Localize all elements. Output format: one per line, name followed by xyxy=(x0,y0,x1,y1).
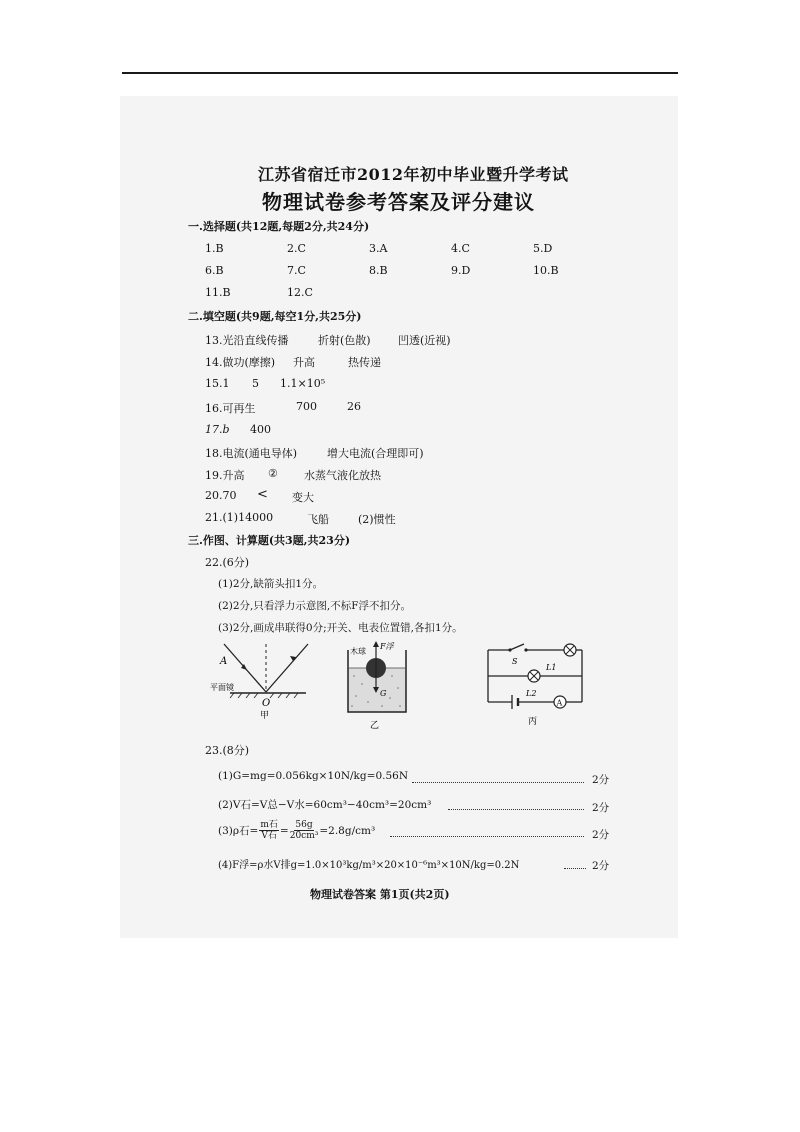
section3-heading: 三.作图、计算题(共3题,共23分) xyxy=(188,534,351,547)
q23-score-3: 2分 xyxy=(592,829,610,841)
fill-item: 凹透(近视) xyxy=(398,334,451,347)
answer: 1.B xyxy=(205,242,224,255)
title-line-1: 江苏省宿迁市2012年初中毕业暨升学考试 xyxy=(258,165,569,184)
fill-item: 15.1 xyxy=(205,377,230,390)
q22-note-3: (3)2分,画成串联得0分;开关、电表位置错,各扣1分。 xyxy=(218,622,463,634)
q23-line-4: (4)F浮=ρ水V排g=1.0×10³kg/m³×20×10⁻⁶m³×10N/kg=0.2N xyxy=(218,860,520,871)
q23-line-1: (1)G=mg=0.056kg×10N/kg=0.56N xyxy=(218,770,409,782)
answer: 8.B xyxy=(369,264,388,277)
lamp-l2 xyxy=(528,670,540,682)
leader-dots xyxy=(564,868,586,869)
fill-item: 增大电流(合理即可) xyxy=(327,447,424,460)
fill-item: 17.b xyxy=(205,423,230,436)
section2-heading: 二.填空题(共9题,每空1分,共25分) xyxy=(188,310,362,323)
fill-item: 折射(色散) xyxy=(318,334,371,347)
caption-yi: 乙 xyxy=(370,721,380,731)
fill-item: 变大 xyxy=(292,491,314,504)
q23-line-3: (3)ρ石= $\frac{\text{m石}}{\text{V石}}$ = $\frac{56g}{\text{20cm³}}$ =2.8g/cm³ xyxy=(218,820,376,841)
label-wood: 木球 xyxy=(350,647,366,656)
ammeter xyxy=(554,696,566,708)
caption-jia: 甲 xyxy=(260,711,270,721)
fill-item: (2)惯性 xyxy=(358,513,396,526)
label-L1: L1 xyxy=(546,663,557,672)
fill-item: 26 xyxy=(347,400,361,413)
answer: 9.D xyxy=(451,264,471,277)
figure-reflection xyxy=(210,640,320,722)
reflected-ray xyxy=(266,644,308,692)
label-A: A xyxy=(220,656,228,667)
answer: 6.B xyxy=(205,264,224,277)
answer: 12.C xyxy=(287,286,313,299)
leader-dots xyxy=(412,782,584,783)
answer: 10.B xyxy=(533,264,559,277)
fill-item: 400 xyxy=(250,423,271,436)
q22-label: 22.(6分) xyxy=(205,556,250,569)
q23-score-1: 2分 xyxy=(592,774,610,786)
fill-item: 19.升高 xyxy=(205,469,245,482)
fill-item: < xyxy=(257,487,268,502)
fill-item: 热传递 xyxy=(348,356,381,369)
fill-item: 13.光沿直线传播 xyxy=(205,334,289,347)
q23-label: 23.(8分) xyxy=(205,744,250,757)
figure-circuit xyxy=(482,636,592,732)
title-line-2: 物理试卷参考答案及评分建议 xyxy=(262,190,535,214)
label-S: S xyxy=(512,657,518,666)
fill-item: 18.电流(通电导体) xyxy=(205,447,298,460)
fill-item: 5 xyxy=(252,377,259,390)
label-F: F浮 xyxy=(380,642,394,651)
label-L2: L2 xyxy=(526,689,537,698)
answer: 11.B xyxy=(205,286,231,299)
fill-item: 16.可再生 xyxy=(205,402,256,415)
answer: 2.C xyxy=(287,242,306,255)
fill-item: 21.(1)14000 xyxy=(205,511,274,524)
buoyancy-arrowhead xyxy=(373,641,379,647)
leader-dots xyxy=(390,836,584,837)
fill-item: 700 xyxy=(296,400,317,413)
fill-item: 20.70 xyxy=(205,489,237,502)
battery xyxy=(512,695,518,709)
svg-text:A: A xyxy=(556,698,563,708)
fill-item: 水蒸气液化放热 xyxy=(304,469,381,482)
top-rule xyxy=(122,72,678,74)
caption-bing: 丙 xyxy=(528,717,538,727)
answer: 5.D xyxy=(533,242,553,255)
q22-note-2: (2)2分,只看浮力示意图,不标F浮不扣分。 xyxy=(218,600,412,612)
answer: 4.C xyxy=(451,242,470,255)
label-O: O xyxy=(262,698,271,709)
answer: 3.A xyxy=(369,242,388,255)
leader-dots xyxy=(448,809,584,810)
section1-heading: 一.选择题(共12题,每题2分,共24分) xyxy=(188,220,370,233)
q23-score-2: 2分 xyxy=(592,802,610,814)
switch-s xyxy=(510,644,524,650)
figure-buoyancy xyxy=(338,640,418,732)
fill-item: ② xyxy=(268,467,278,480)
fill-item: 14.做功(摩擦) xyxy=(205,356,276,369)
fill-item: 升高 xyxy=(293,356,315,369)
fill-item: 1.1×10⁵ xyxy=(280,377,326,390)
q23-line-2: (2)V石=V总−V水=60cm³−40cm³=20cm³ xyxy=(218,799,432,811)
label-G: G xyxy=(380,689,387,698)
page-footer: 物理试卷答案 第1页(共2页) xyxy=(310,888,450,901)
lamp-l1 xyxy=(564,644,576,656)
fill-item: 飞船 xyxy=(307,513,329,526)
answer: 7.C xyxy=(287,264,306,277)
label-mirror: 平面镜 xyxy=(210,683,234,692)
q22-note-1: (1)2分,缺箭头扣1分。 xyxy=(218,578,324,590)
q23-score-4: 2分 xyxy=(592,860,610,872)
